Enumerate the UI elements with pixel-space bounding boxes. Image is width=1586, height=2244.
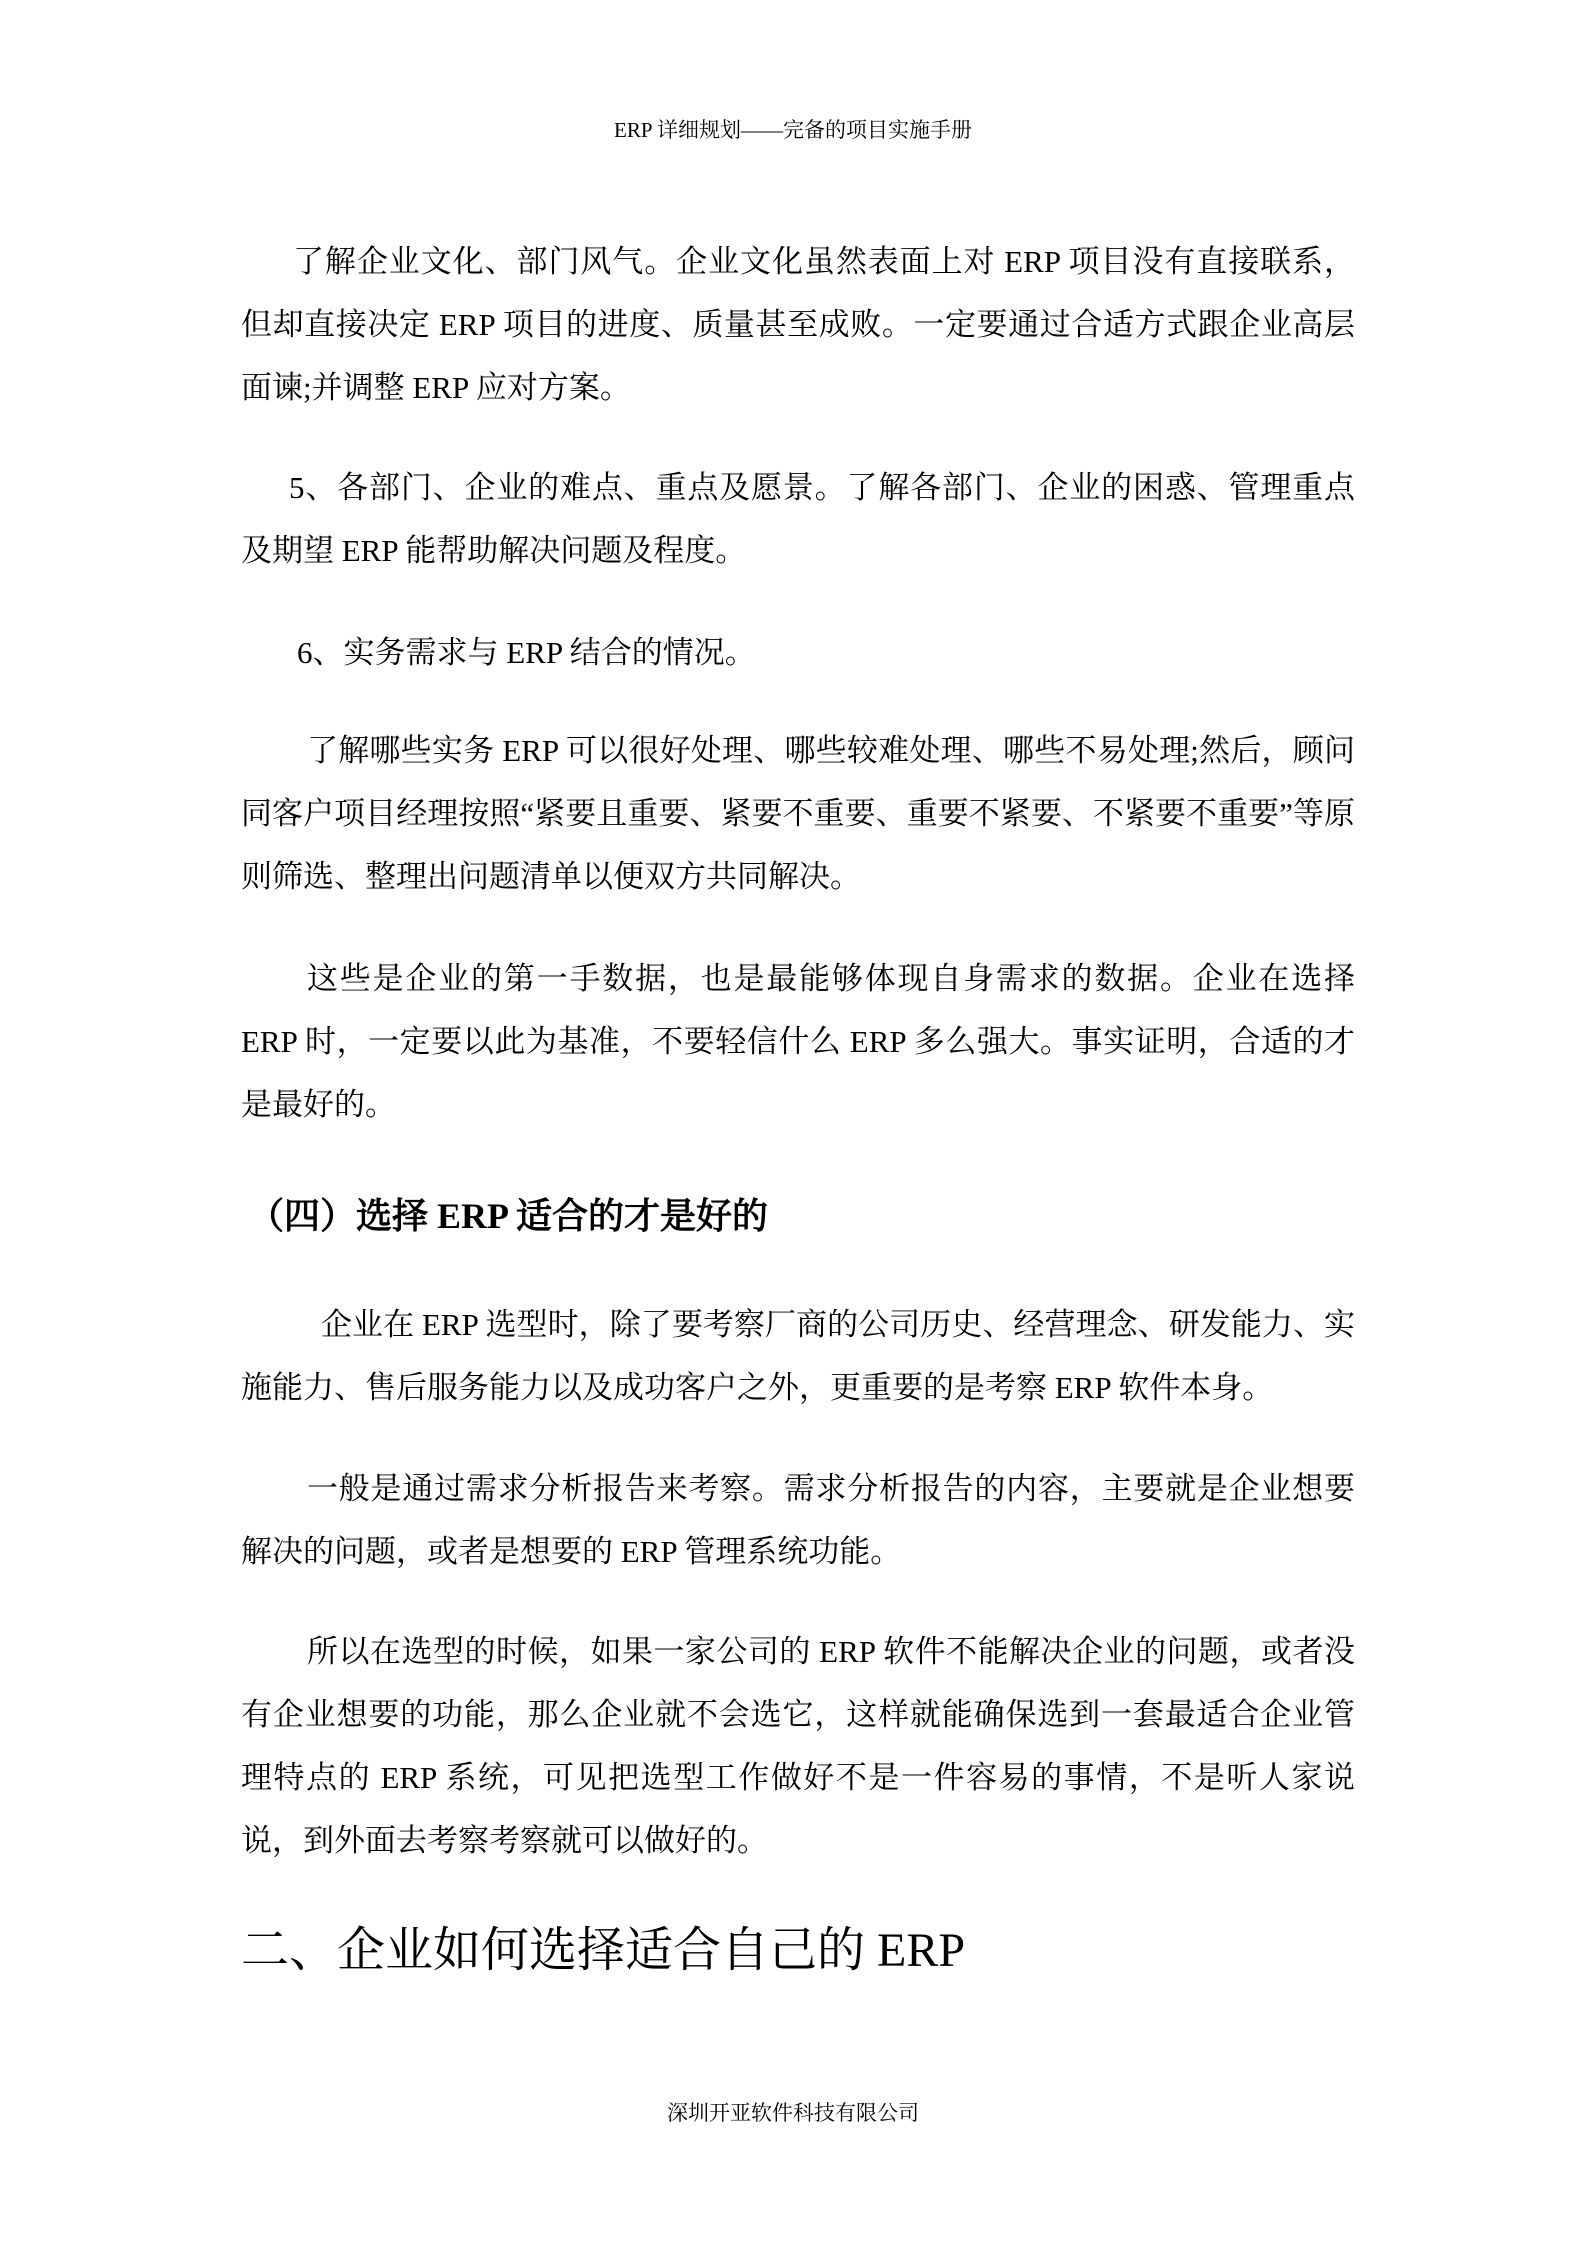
paragraph: 一般是通过需求分析报告来考察。需求分析报告的内容，主要就是企业想要解决的问题，或者是想要的 ERP 管理系统功能。: [241, 1471, 1355, 1569]
page-header: ERP 详细规划——完备的项目实施手册: [614, 118, 972, 142]
paragraph: 这些是企业的第一手数据，也是最能够体现自身需求的数据。企业在选择 ERP 时，一定要以此为基准，不要轻信什么 ERP 多么强大。事实证明，合适的才是最好的。: [241, 961, 1355, 1122]
paragraph: 了解哪些实务 ERP 可以很好处理、哪些较难处理、哪些不易处理;然后，顾问同客户项目经理按照“紧要且重要、紧要不重要、重要不紧要、不紧要不重要”等原则筛选、整理出问题清单以便双方共同解决。: [241, 733, 1355, 894]
section-heading: （四）选择 ERP 适合的才是好的: [248, 1196, 769, 1236]
paragraph: 了解企业文化、部门风气。企业文化虽然表面上对 ERP 项目没有直接联系，但却直接决定 ERP 项目的进度、质量甚至成败。一定要通过合适方式跟企业高层面谏;并调整 ERP 应对方案。: [241, 244, 1355, 405]
paragraph: 6、实务需求与 ERP 结合的情况。: [297, 635, 756, 670]
paragraph: 所以在选型的时候，如果一家公司的 ERP 软件不能解决企业的问题，或者没有企业想要的功能，那么企业就不会选它，这样就能确保选到一套最适合企业管理特点的 ERP 系统，可见把选型工作做好不是一件容易的事情，不是听人家说说，到外面去考察考察就可以做好的。: [241, 1634, 1355, 1858]
paragraph: 5、各部门、企业的难点、重点及愿景。了解各部门、企业的困惑、管理重点及期望 ERP 能帮助解决问题及程度。: [241, 470, 1355, 568]
page-footer: 深圳开亚软件科技有限公司: [667, 2101, 919, 2125]
chapter-heading: 二、企业如何选择适合自己的 ERP: [241, 1924, 966, 1977]
paragraph: 企业在 ERP 选型时，除了要考察厂商的公司历史、经营理念、研发能力、实施能力、售后服务能力以及成功客户之外，更重要的是考察 ERP 软件本身。: [241, 1307, 1355, 1405]
